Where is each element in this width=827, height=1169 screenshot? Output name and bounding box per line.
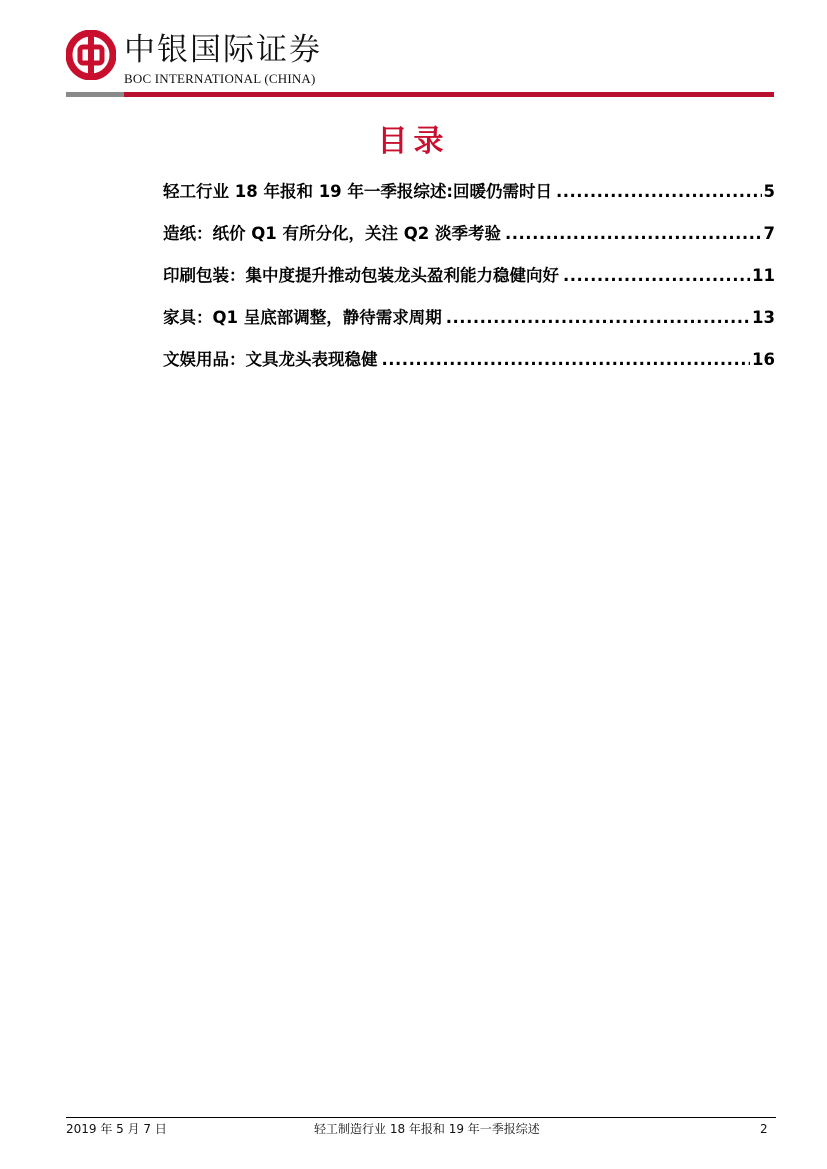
toc-entry-page: 7 bbox=[763, 224, 775, 243]
toc-entry-text: 印刷包装：集中度提升推动包装龙头盈利能力稳健向好 bbox=[163, 266, 559, 285]
toc-leader-dots bbox=[382, 350, 751, 369]
footer-report-title: 轻工制造行业 18 年报和 19 年一季报综述 bbox=[314, 1122, 540, 1136]
toc-entry-text: 文娱用品：文具龙头表现稳健 bbox=[163, 350, 378, 369]
toc-entry[interactable] bbox=[163, 262, 775, 304]
brand-name-en: BOC INTERNATIONAL (CHINA) bbox=[124, 71, 316, 86]
toc-entry[interactable] bbox=[163, 220, 775, 262]
header-divider bbox=[66, 92, 774, 97]
toc-entry-text: 轻工行业 18 年报和 19 年一季报综述:回暖仍需时日 bbox=[163, 182, 552, 201]
toc-entry-page: 11 bbox=[752, 266, 775, 285]
brand-name-cn: 中银国际证券 bbox=[124, 32, 322, 68]
footer-divider bbox=[66, 1117, 776, 1118]
toc-leader-dots bbox=[556, 182, 762, 201]
toc-leader-dots bbox=[505, 224, 762, 243]
footer-date: 2019 年 5 月 7 日 bbox=[66, 1122, 167, 1136]
table-of-contents bbox=[163, 178, 775, 388]
toc-entry[interactable] bbox=[163, 346, 775, 388]
toc-entry-page: 13 bbox=[752, 308, 775, 327]
toc-entry-text: 造纸：纸价 Q1 有所分化，关注 Q2 淡季考验 bbox=[163, 224, 501, 243]
toc-entry-page: 16 bbox=[752, 350, 775, 369]
toc-entry-text: 家具：Q1 呈底部调整，静待需求周期 bbox=[163, 308, 442, 327]
toc-leader-dots bbox=[446, 308, 750, 327]
page-header bbox=[66, 30, 774, 98]
toc-title: 目录 bbox=[377, 124, 450, 159]
boc-logo-icon bbox=[66, 30, 116, 80]
toc-entry[interactable] bbox=[163, 178, 775, 220]
toc-entry[interactable] bbox=[163, 304, 775, 346]
toc-entry-page: 5 bbox=[763, 182, 775, 201]
header-divider-accent bbox=[66, 92, 124, 97]
toc-leader-dots bbox=[563, 266, 750, 285]
footer-page-number: 2 bbox=[760, 1122, 768, 1136]
